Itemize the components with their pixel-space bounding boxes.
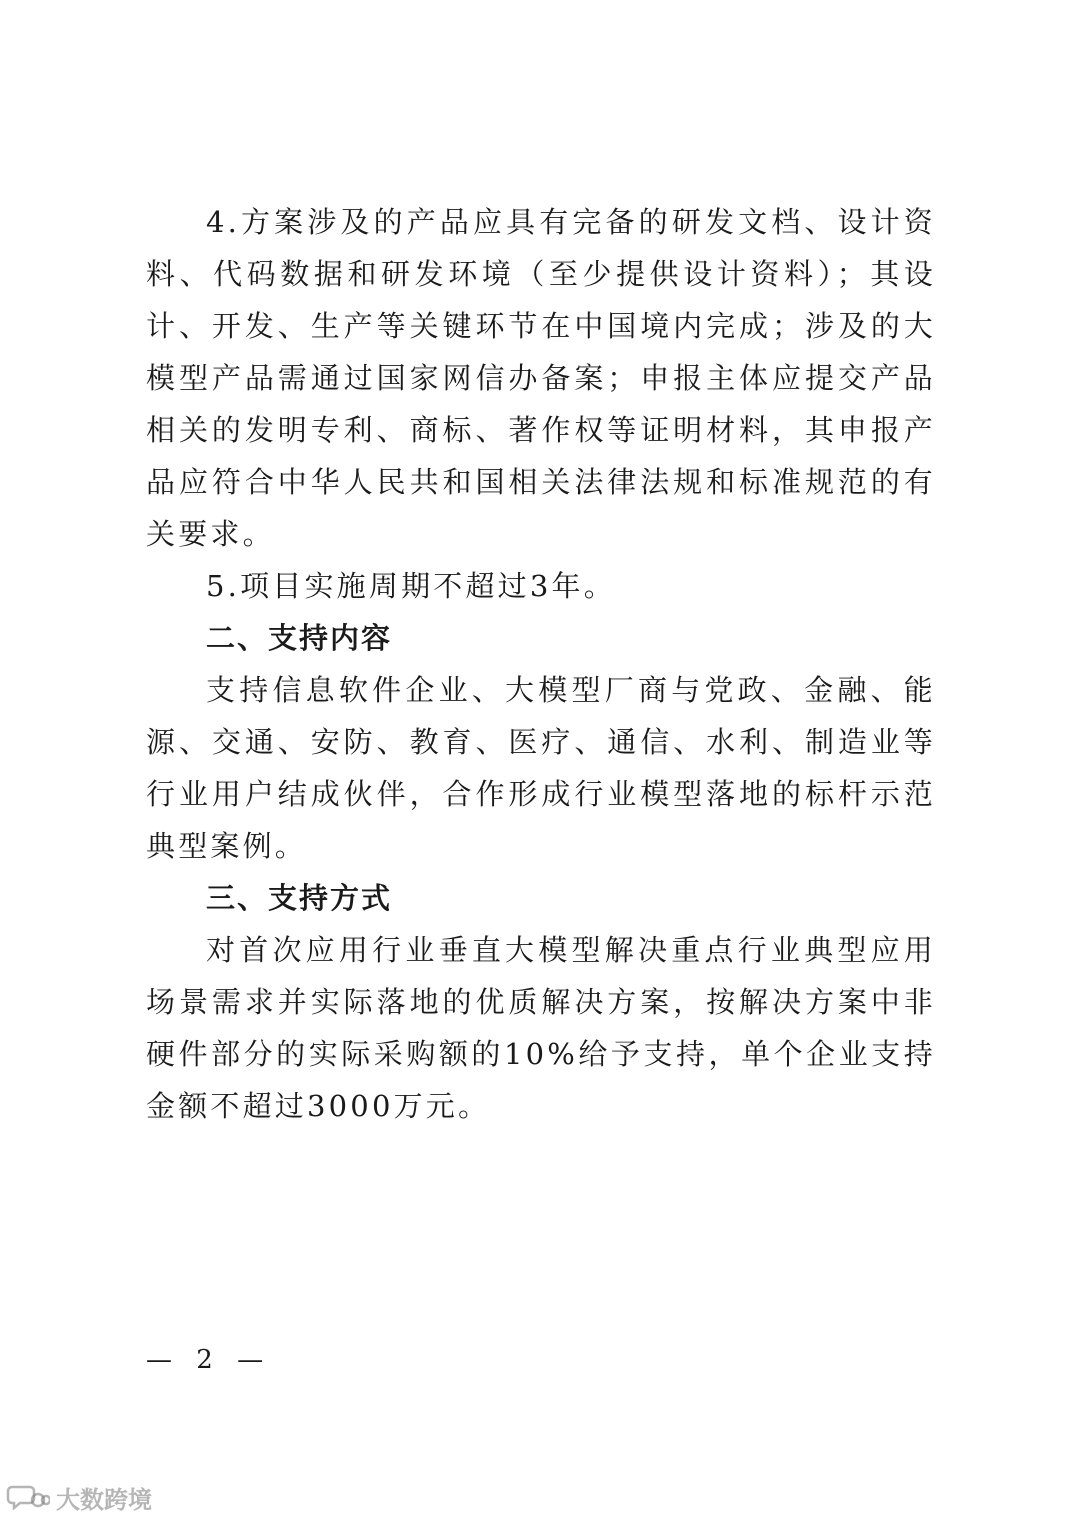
support-method-paragraph: 对首次应用行业垂直大模型解决重点行业典型应用场景需求并实际落地的优质解决方案，按解决方案中非硬件部分的实际采购额的10%给予支持，单个企业支持金额不超过3000万元。	[146, 933, 936, 1123]
chat-bubble-logo-icon	[6, 1483, 50, 1513]
watermark	[6, 1480, 152, 1515]
support-content-paragraph: 支持信息软件企业、大模型厂商与党政、金融、能源、交通、安防、教育、医疗、通信、水利、制造业等行业用户结成伙伴，合作形成行业模型落地的标杆示范典型案例。	[146, 673, 936, 863]
page-number: — 2 —	[146, 1345, 272, 1375]
clause-5-paragraph: 5.项目实施周期不超过3年。	[206, 569, 616, 603]
watermark-text: 大数跨境	[56, 1486, 152, 1514]
section-heading-support-content: 二、支持内容	[206, 621, 393, 655]
clause-4-paragraph: 4.方案涉及的产品应具有完备的研发文档、设计资料、代码数据和研发环境（至少提供设计资料）；其设计、开发、生产等关键环节在中国境内完成；涉及的大模型产品需通过国家网信办备案；申报主体应提交产品相关的发明专利、商标、著作权等证明材料，其申报产品应符合中华人民共和国相关法律法规和标准规范的有关要求。	[146, 205, 936, 551]
document-body	[146, 196, 936, 1132]
section-heading-support-method: 三、支持方式	[206, 881, 393, 915]
